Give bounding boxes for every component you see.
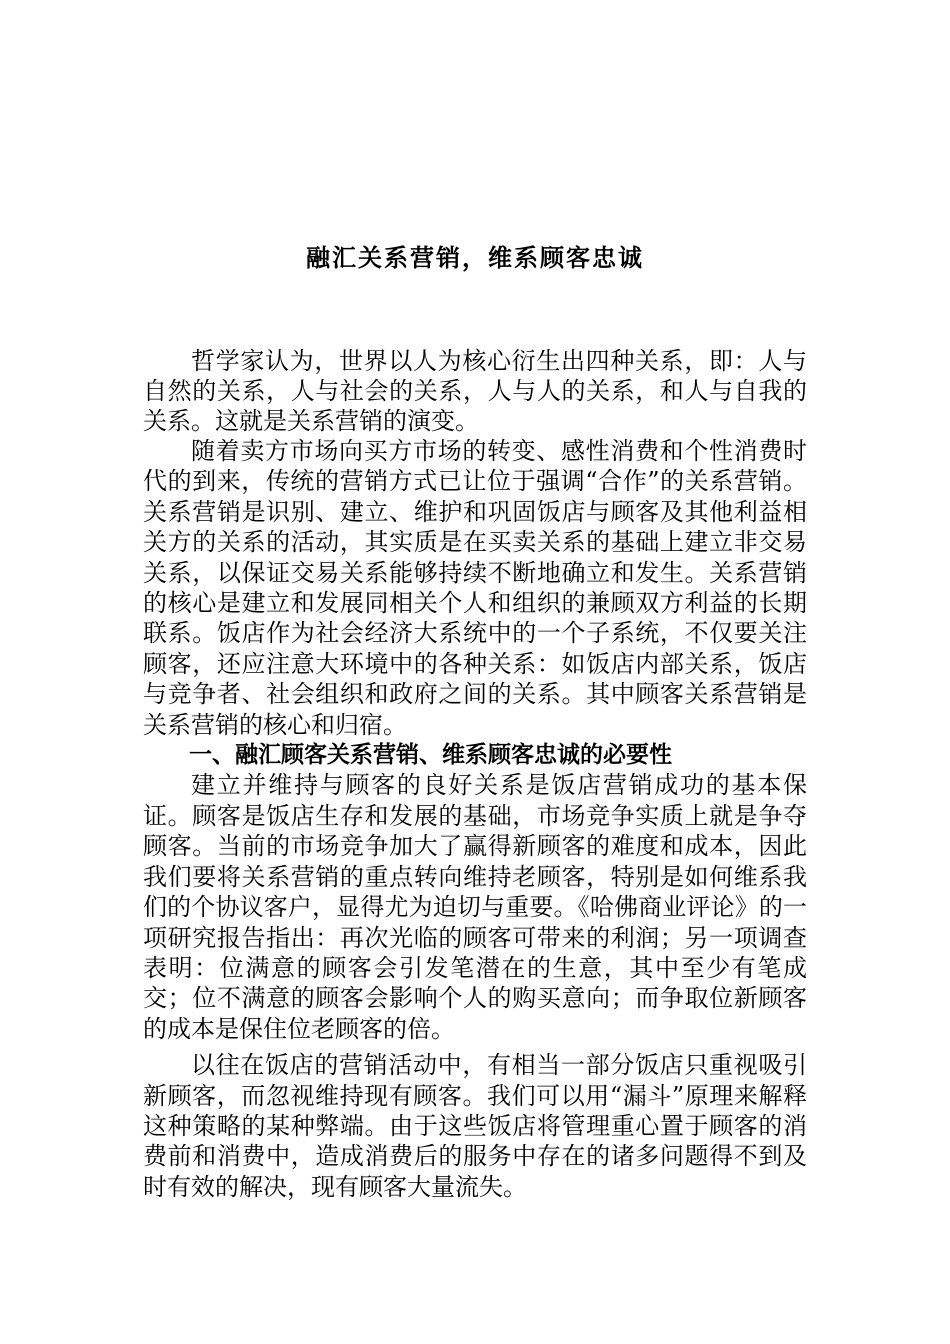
section-paragraph: 以往在饭店的营销活动中，有相当一部分饭店只重视吸引新顾客，而忽视维持现有顾客。我们可以用“漏斗”原理来解释这种策略的某种弊端。由于这些饭店将管理重心置于顾客的消费前和消费中，造成消费后的服务中存在的诸多问题得不到及时有效的解决，现有顾客大量流失。 [143,1051,807,1201]
intro-text: 哲学家认为，世界以人为核心衍生出四种关系，即：人与自然的关系，人与社会的关系，人与人的关系，和人与自我的关系。这就是关系营销的演变。 [143,347,807,435]
intro-paragraph [143,346,807,436]
document-body [143,436,807,1202]
body-paragraph: 随着卖方市场向买方市场的转变、感性消费和个性消费时代的到来，传统的营销方式已让位于强调“合作”的关系营销。关系营销是识别、建立、维护和巩固饭店与顾客及其他利益相关方的关系的活动，其实质是在买卖关系的基础上建立非交易关系，以保证交易关系能够持续不断地确立和发生。关系营销的核心是建立和发展同相关个人和组织的兼顾双方利益的长期联系。饭店作为社会经济大系统中的一个子系统，不仅要关注顾客，还应注意大环境中的各种关系：如饭店内部关系，饭店与竞争者、社会组织和政府之间的关系。其中顾客关系营销是关系营销的核心和归宿。 [143,437,807,739]
document-title: 融汇关系营销，维系顾客忠诚 [306,244,644,272]
section-paragraph: 建立并维持与顾客的良好关系是饭店营销成功的基本保证。顾客是饭店生存和发展的基础，市场竞争实质上就是争夺顾客。当前的市场竞争加大了赢得新顾客的难度和成本，因此我们要将关系营销的重点转向维持老顾客，特别是如何维系我们的个协议客户，显得尤为迫切与重要。《哈佛商业评论》的一项研究报告指出：再次光临的顾客可带来的利润；另一项调查表明：位满意的顾客会引发笔潜在的生意，其中至少有笔成交；位不满意的顾客会影响个人的购买意向；而争取位新顾客的成本是保住位老顾客的倍。 [143,771,807,1043]
section-heading: 一、融汇顾客关系营销、维系顾客忠诚的必要性 [189,742,672,769]
